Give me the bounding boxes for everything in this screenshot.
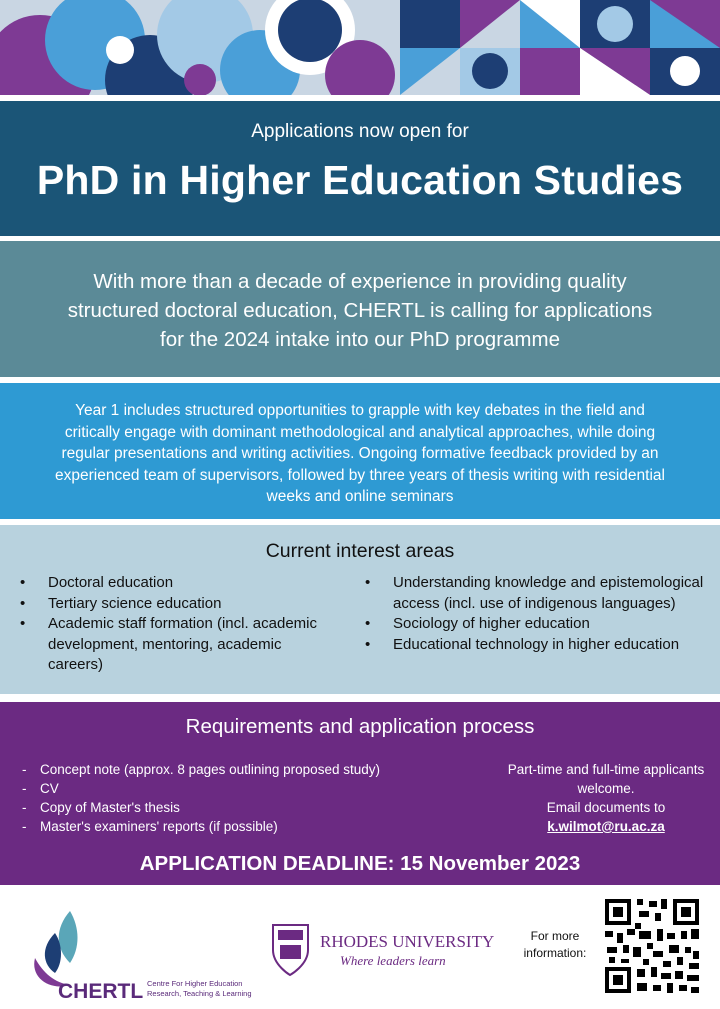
more-info-line: For more bbox=[530, 929, 580, 943]
application-deadline: APPLICATION DEADLINE: 15 November 2023 bbox=[139, 852, 581, 875]
applicants-line: Email documents to bbox=[546, 800, 666, 815]
abstract-pattern-icon bbox=[0, 0, 720, 95]
applicants-line: Part-time and full-time applicants bbox=[507, 762, 705, 777]
interests-heading: Current interest areas bbox=[265, 540, 455, 562]
interest-item: • Academic staff formation (incl. academic development, mentoring, academic careers) bbox=[20, 614, 335, 676]
chertl-subtitle: Research, Teaching & Learning bbox=[147, 989, 252, 998]
chertl-logo bbox=[25, 903, 255, 1003]
chertl-subtitle: Centre For Higher Education bbox=[147, 979, 243, 988]
interest-item: • Educational technology in higher education bbox=[365, 635, 720, 656]
interests-section bbox=[0, 525, 720, 694]
rhodes-tagline: Where leaders learn bbox=[340, 953, 446, 968]
requirement-item: - Concept note (approx. 8 pages outlining proposed study) bbox=[22, 760, 380, 779]
interests-left-list bbox=[20, 573, 335, 676]
intro-line: structured doctoral education, CHERTL is calling for applications bbox=[67, 299, 653, 322]
year-one-line: weeks and online seminars bbox=[266, 488, 454, 505]
chertl-leaf-icon bbox=[45, 933, 61, 973]
requirement-item: - Master's examiners' reports (if possible) bbox=[22, 817, 380, 836]
interest-item: • Tertiary science education bbox=[20, 594, 335, 615]
requirements-section bbox=[0, 702, 720, 885]
qr-code-icon[interactable] bbox=[603, 897, 701, 995]
intro-section bbox=[0, 241, 720, 377]
applicants-line: welcome. bbox=[577, 781, 635, 796]
interest-item: • Understanding knowledge and epistemological access (incl. use of indigenous languages) bbox=[365, 573, 720, 614]
chertl-name: CHERTL bbox=[58, 980, 144, 1003]
page-title: PhD in Higher Education Studies bbox=[36, 157, 684, 203]
year-one-line: regular presentations and writing activities. Ongoing formative feedback provided by an bbox=[61, 445, 659, 462]
intro-line: With more than a decade of experience in providing quality bbox=[93, 270, 627, 293]
requirements-heading: Requirements and application process bbox=[185, 715, 535, 738]
chertl-leaf-icon bbox=[59, 911, 78, 963]
title-prefix: Applications now open for bbox=[251, 121, 469, 142]
title-section bbox=[0, 101, 720, 236]
year-one-line: critically engage with dominant methodological and analytical approaches, while doing bbox=[64, 423, 656, 441]
interest-item: • Sociology of higher education bbox=[365, 614, 720, 635]
intro-line: for the 2024 intake into our PhD programme bbox=[160, 328, 560, 351]
rhodes-name: RHODES UNIVERSITY bbox=[320, 932, 495, 951]
email-link[interactable]: k.wilmot@ru.ac.za bbox=[547, 819, 665, 834]
requirement-item: - CV bbox=[22, 779, 380, 798]
year-one-section bbox=[0, 383, 720, 519]
application-info bbox=[490, 760, 720, 836]
requirements-list bbox=[22, 760, 380, 836]
year-one-line: experienced team of supervisors, followed by three years of thesis writing with residential bbox=[55, 466, 665, 484]
interests-right-list bbox=[365, 573, 720, 655]
year-one-line: Year 1 includes structured opportunities to grapple with key debates in the field and bbox=[75, 402, 645, 419]
more-info-line: information: bbox=[523, 946, 587, 960]
decorative-banner bbox=[0, 0, 720, 95]
interest-item: • Doctoral education bbox=[20, 573, 335, 594]
rhodes-university-logo bbox=[268, 920, 498, 980]
more-info-label bbox=[515, 928, 595, 962]
requirement-item: - Copy of Master's thesis bbox=[22, 798, 380, 817]
footer-section bbox=[0, 885, 720, 1009]
